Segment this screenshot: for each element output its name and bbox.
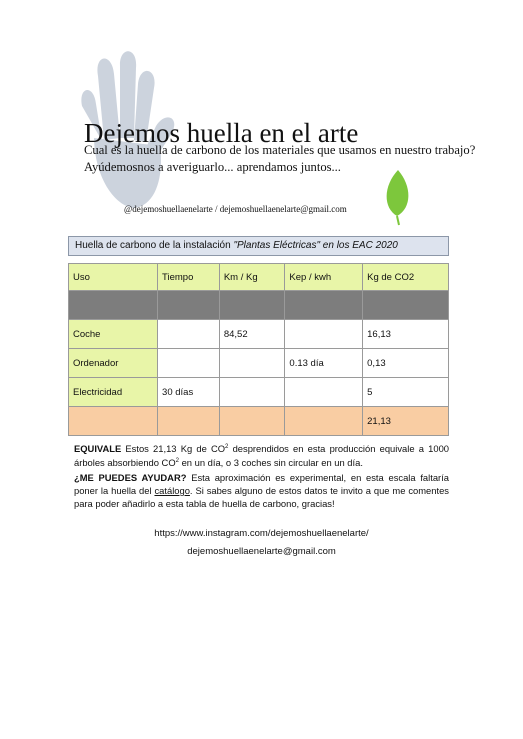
para1-text-1: Estos 21,13 Kg de CO <box>121 443 226 455</box>
cell-kg-co2: 16,13 <box>363 320 449 349</box>
table-row <box>69 320 449 349</box>
cell-km-kg: 84,52 <box>219 320 285 349</box>
total-value: 21,13 <box>363 407 449 436</box>
table-header-row <box>69 264 449 291</box>
caption-title: "Plantas Eléctricas" en los EAC 2020 <box>233 240 398 251</box>
total-cell <box>285 407 363 436</box>
table-row <box>69 378 449 407</box>
help-lead: ¿ME PUEDES AYUDAR? <box>74 472 187 483</box>
cell-km-kg <box>219 378 285 407</box>
page-title: Dejemos huella en el arte <box>84 118 359 148</box>
leaf-icon <box>383 168 413 226</box>
table-separator-row <box>69 291 449 320</box>
cell-tiempo <box>158 349 220 378</box>
para1-text-3: en un día, o 3 coches sin circular en un día. <box>178 457 363 469</box>
separator-cell <box>219 291 285 320</box>
subtitle-question: Cual es la huella de carbono de los materiales que usamos en nuestro trabajo? <box>84 143 476 157</box>
para1-text-2: desprendidos en esta producción equivale a 1000 árboles absorbiendo CO <box>74 443 450 469</box>
cell-kep-kwh <box>285 320 363 349</box>
cell-uso: Ordenador <box>69 349 158 378</box>
co2-subscript: 2 <box>225 444 229 450</box>
separator-cell <box>69 291 158 320</box>
equivalence-paragraph <box>74 441 449 469</box>
subtitle-invite: Ayúdemosnos a averiguarlo... aprendamos juntos... <box>84 160 341 174</box>
table-caption <box>68 236 449 256</box>
instagram-link[interactable]: https://www.instagram.com/dejemoshuellaenelarte/ <box>154 528 369 539</box>
cell-kg-co2: 5 <box>363 378 449 407</box>
equivalence-lead: EQUIVALE <box>74 443 122 455</box>
cell-uso: Electricidad <box>69 378 158 407</box>
header-tiempo: Tiempo <box>158 264 220 291</box>
email-link[interactable]: dejemoshuellaenelarte@gmail.com <box>187 546 336 557</box>
catalog-link[interactable]: catálogo <box>154 485 190 496</box>
cell-tiempo: 30 días <box>158 378 220 407</box>
cell-km-kg <box>219 349 285 378</box>
co2-subscript: 2 <box>175 458 179 465</box>
cell-kg-co2: 0,13 <box>363 349 449 378</box>
header-km-kg: Km / Kg <box>219 264 285 291</box>
para2-text-2: . Si sabes alguno de estos datos te invito a que me comentes para poder añadirlo a esta tabla de huella de carbono, gracias! <box>74 485 449 509</box>
table-row <box>69 349 449 378</box>
header-kep-kwh: Kep / kwh <box>285 264 363 291</box>
cell-uso: Coche <box>69 320 158 349</box>
carbon-footprint-table <box>68 263 449 436</box>
cell-kep-kwh: 0.13 día <box>285 349 363 378</box>
header-uso: Uso <box>69 264 158 291</box>
para2-text-1: Esta aproximación es experimental, en esta escala faltaría poner la huella del <box>74 472 449 496</box>
cell-kep-kwh <box>285 378 363 407</box>
contact-line: @dejemoshuellaenelarte / dejemoshuellaenelarte@gmail.com <box>124 204 347 214</box>
separator-cell <box>363 291 449 320</box>
cell-tiempo <box>158 320 220 349</box>
total-cell <box>69 407 158 436</box>
separator-cell <box>158 291 220 320</box>
total-cell <box>158 407 220 436</box>
help-paragraph <box>74 471 449 510</box>
table-total-row <box>69 407 449 436</box>
separator-cell <box>285 291 363 320</box>
header-kg-co2: Kg de CO2 <box>363 264 449 291</box>
caption-prefix: Huella de carbono de la instalación <box>75 240 234 251</box>
total-cell <box>219 407 285 436</box>
